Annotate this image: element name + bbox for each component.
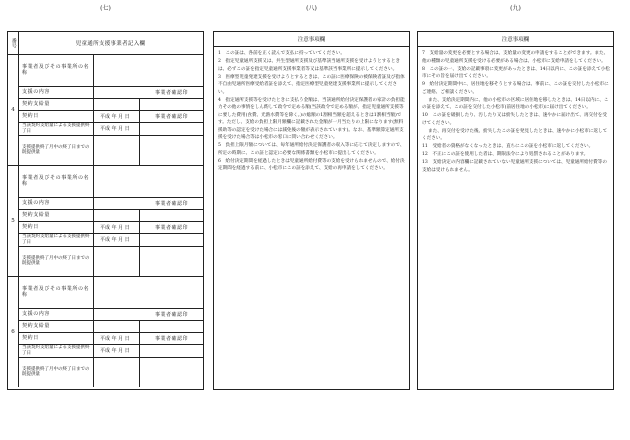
row-label: 支援提供終了月中の終了日までの既提供量 (18, 246, 94, 276)
row-label: 当該契約支給量による支援提供終了日 (18, 344, 94, 357)
row-label: 事業者及びその事業所の名称 (18, 165, 94, 197)
row-value-cell[interactable] (94, 320, 140, 332)
confirm-stamp-cell[interactable]: 事業者確認印 (154, 311, 188, 318)
row-value-cell[interactable]: 平成 年 月 日 (94, 110, 140, 122)
note-item: 11 受給者の資格がなくなったときは、直ちにこの証を小松市に返してください。 (422, 144, 594, 149)
note-item: 3 医療型児童発達支援を受けようとするときは、この証に医療保険の被保険者証及び指体不自由児通所医療受給者証を添えて、指定医療型児童発達支援事業所に提示してください。 (218, 74, 405, 95)
note-item: 10 この証を破損したり、汚したり又は紛失したときは、速やかに届け出て、再交付を受けてください。 (422, 113, 607, 126)
row-value-cell[interactable]: 平成 年 月 日 (94, 122, 140, 135)
row-value-cell[interactable]: 平成 年 月 日 (94, 221, 140, 233)
row-value-cell[interactable] (94, 135, 140, 165)
note-item: 1 この証は、各前を正く読んで支払に持っていてください。 (218, 51, 345, 56)
row-label: 当該契約支給量による支援提供終了日 (18, 233, 94, 246)
notes-title: 注意事項欄 (418, 32, 613, 47)
register-row (18, 165, 203, 198)
row-label: 当該契約支給量による支援提供終了日 (18, 122, 94, 135)
note-item: 9 給付決定期間中に、居住地を移そうとする場合は、事前に、この証を交付した小松市にご連絡、ご相談ください。 (422, 82, 609, 95)
note-item: 2 指定児童通所支援又は、共生型通所支援及び基準該当通所支援を受けようとするときは、必ずこの証を指定児童通所支援事業者等又は基準該当事業所に提示してください。 (218, 59, 401, 72)
header-number: 番号 (8, 32, 19, 54)
row-value-cell[interactable] (94, 209, 140, 221)
page-number-left: (七) (100, 5, 111, 12)
register-section-6 (8, 276, 203, 387)
row-label: 契約日 (18, 221, 94, 233)
row-value-cell[interactable]: 平成 年 月 日 (94, 332, 140, 344)
row-label: 支援の内容 (18, 197, 94, 209)
confirm-stamp-cell[interactable]: 事業者確認印 (154, 89, 188, 96)
register-row (18, 135, 203, 165)
register-row (18, 233, 203, 247)
note-item: 7 支給量の変更を必要とする場合は、支給量の変更の申請をすることができます。また、他の種類の児童通所支援を受ける必要がある場合は、小松市に支給申請をしてください。 (422, 51, 609, 64)
note-item: 8 この証の一、支給の記載事項に変更があったときは、14日以内に、この証を添えて小松市にその旨を届け出てください。 (422, 66, 610, 79)
row-label: 契約日 (18, 332, 94, 344)
row-value-cell[interactable] (94, 246, 140, 276)
notes-panel-left (213, 31, 410, 390)
page-number-middle: (八) (306, 5, 317, 12)
notes-list (418, 47, 613, 174)
row-label: 事業者及びその事業所の名称 (18, 54, 94, 86)
note-item: また、支給決定期間内に、他の小松市の区域に居住地を移したときは、14日以内に、この証を添えて、この証を交付した小松市(前居住地の小松市)に届け出てください。 (422, 97, 609, 110)
row-value-cell[interactable]: 平成 年 月 日 (94, 233, 140, 246)
row-value-cell[interactable] (94, 357, 140, 387)
register-row (18, 344, 203, 358)
row-label: 支援提供終了月中の終了日までの既提供量 (18, 135, 94, 165)
register-row (18, 122, 203, 136)
row-label: 契約支給量 (18, 98, 94, 110)
row-value-cell[interactable]: 平成 年 月 日 (94, 344, 140, 357)
register-row (18, 276, 203, 309)
row-label: 支援の内容 (18, 86, 94, 98)
register-section-5 (8, 165, 203, 277)
notes-panel-right (417, 31, 614, 390)
note-item: 4 指定通所支援等を受けたときに支払う金額は、当該通所給付決定保護者の家計の負担能力その他の事情をしん酌して政令で定める額(当該政令で定める額が、指定児童通所支援等に要した費用(食費、光熱水費等を除く。)の総額の1割相当額を超えるときは1割相当額)です。ただし、支給の負担上限月額欄に記載された金額が一月当たりの上限になります(無料援助等の認定を受けた場合には減免後の額が表示されています)。なお、基準額算定通所支援を受けた場合等は小松市の窓口に問い合わせください。 (218, 97, 405, 140)
note-item: 12 不正にこの証を使用した者は、期限法令により処罰されることがあります。 (422, 152, 589, 157)
note-item: 13 支給決定の内容欄に記載されていない児童通所支援については、児童通所給付費等の支給は受けられません。 (422, 160, 607, 173)
register-row (18, 246, 203, 276)
confirm-stamp-cell[interactable]: 事業者確認印 (154, 224, 188, 231)
confirm-stamp-cell[interactable]: 事業者確認印 (154, 200, 188, 207)
row-value-cell[interactable] (94, 98, 140, 110)
row-label: 支援の内容 (18, 308, 94, 320)
section-number: 5 (8, 165, 19, 276)
row-label: 契約支給量 (18, 209, 94, 221)
row-label: 契約支給量 (18, 320, 94, 332)
section-number: 6 (8, 276, 19, 387)
notes-list (214, 47, 409, 173)
row-label: 支援提供終了月中の終了日までの既提供量 (18, 357, 94, 387)
row-label: 事業者及びその事業所の名称 (18, 276, 94, 308)
notes-title: 注意事項欄 (214, 32, 409, 47)
confirm-stamp-cell[interactable]: 事業者確認印 (154, 113, 188, 120)
register-row (18, 54, 203, 87)
note-item: また、再交付を受けた後、紛失したこの証を発見したときは、速やかに小松市に返してください。 (422, 128, 608, 141)
note-item: 6 給付決定期間を経過したときは児童通所給付費等の支給を受けられませんので、給付決定期間を経過する前に、小松市にこの証を添えて、支給の再申請をしてください。 (218, 158, 405, 171)
header-title: 児童通所支援事業者記入欄 (75, 41, 146, 47)
page-number-right: (九) (510, 5, 521, 12)
confirm-stamp-cell[interactable]: 事業者確認印 (154, 335, 188, 342)
register-section-4 (8, 54, 203, 166)
register-row (18, 357, 203, 387)
row-label: 契約日 (18, 110, 94, 122)
note-item: 5 負担上限月額については、毎年通所給付決定保護者の収入等に応じて決定しますので、所定の時期に、この証と認定に必要な関係書類を小松市に提出してください。 (218, 143, 405, 156)
register-table (7, 31, 204, 390)
section-number: 4 (8, 54, 19, 165)
register-header (8, 32, 203, 55)
